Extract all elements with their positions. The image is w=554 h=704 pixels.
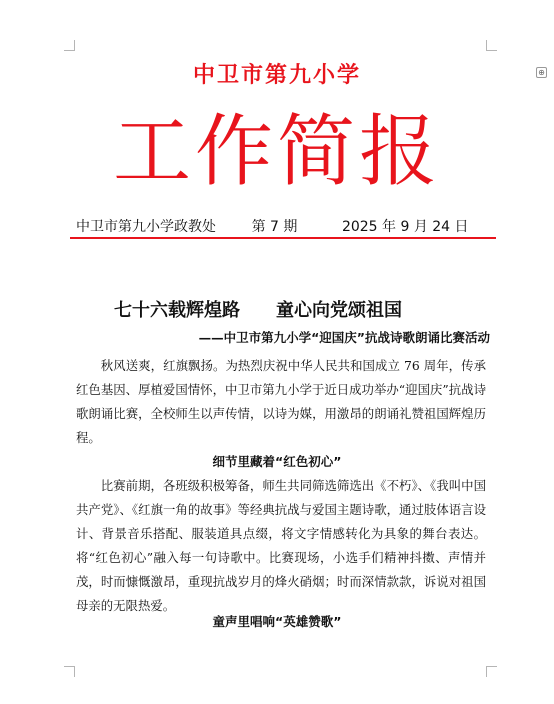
header-divider bbox=[70, 237, 496, 239]
layout-options-icon[interactable]: ⊕ bbox=[536, 67, 547, 78]
article-title: 七十六载辉煌路 童心向党颂祖国 bbox=[114, 300, 402, 321]
issue-date: 2025 年 9 月 24 日 bbox=[341, 219, 469, 235]
article-paragraph: 比赛前期，各班级积极筹备，师生共同筛选筛选出《不朽》、《我叫中国共产党》、《红旗一角的故事》等经典抗战与爱国主题诗歌，通过肢体语言设计、背景音乐搭配、服装道具点缀，将文字情感转化为具象的舞台表达。将“红色初心”融入每一句诗歌中。比赛现场，小选手们精神抖擞、声情并茂，时而慷慨激昂，重现抗战岁月的烽火硝烟；时而深情款款，诉说对祖国母亲的无限热爱。 bbox=[76, 478, 486, 613]
school-title: 中卫市第九小学 bbox=[192, 62, 361, 88]
crop-mark-bottom-right bbox=[486, 666, 497, 677]
issue-number: 第 7 期 bbox=[251, 219, 298, 235]
section-heading: 细节里藏着“红色初心” bbox=[212, 454, 342, 469]
article-paragraph: 秋风送爽，红旗飘扬。为热烈庆祝中华人民共和国成立 76 周年，传承红色基因、厚植爱国情怀，中卫市第九小学于近日成功举办“迎国庆”抗战诗歌朗诵比赛，全校师生以声传情，以诗为媒，用激昂的朗诵礼赞祖国辉煌历程。 bbox=[76, 358, 486, 445]
issue-info-line bbox=[76, 216, 476, 239]
crop-mark-top-right bbox=[486, 40, 497, 51]
crop-mark-top-left bbox=[64, 40, 75, 51]
article-subtitle: ——中卫市第九小学“迎国庆”抗战诗歌朗诵比赛活动 bbox=[198, 330, 490, 345]
section-heading: 童声里唱响“英雄赞歌” bbox=[212, 614, 342, 629]
report-title: 工作简报 bbox=[112, 107, 441, 197]
crop-mark-bottom-left bbox=[64, 666, 75, 677]
issue-department: 中卫市第九小学政教处 bbox=[76, 219, 216, 235]
